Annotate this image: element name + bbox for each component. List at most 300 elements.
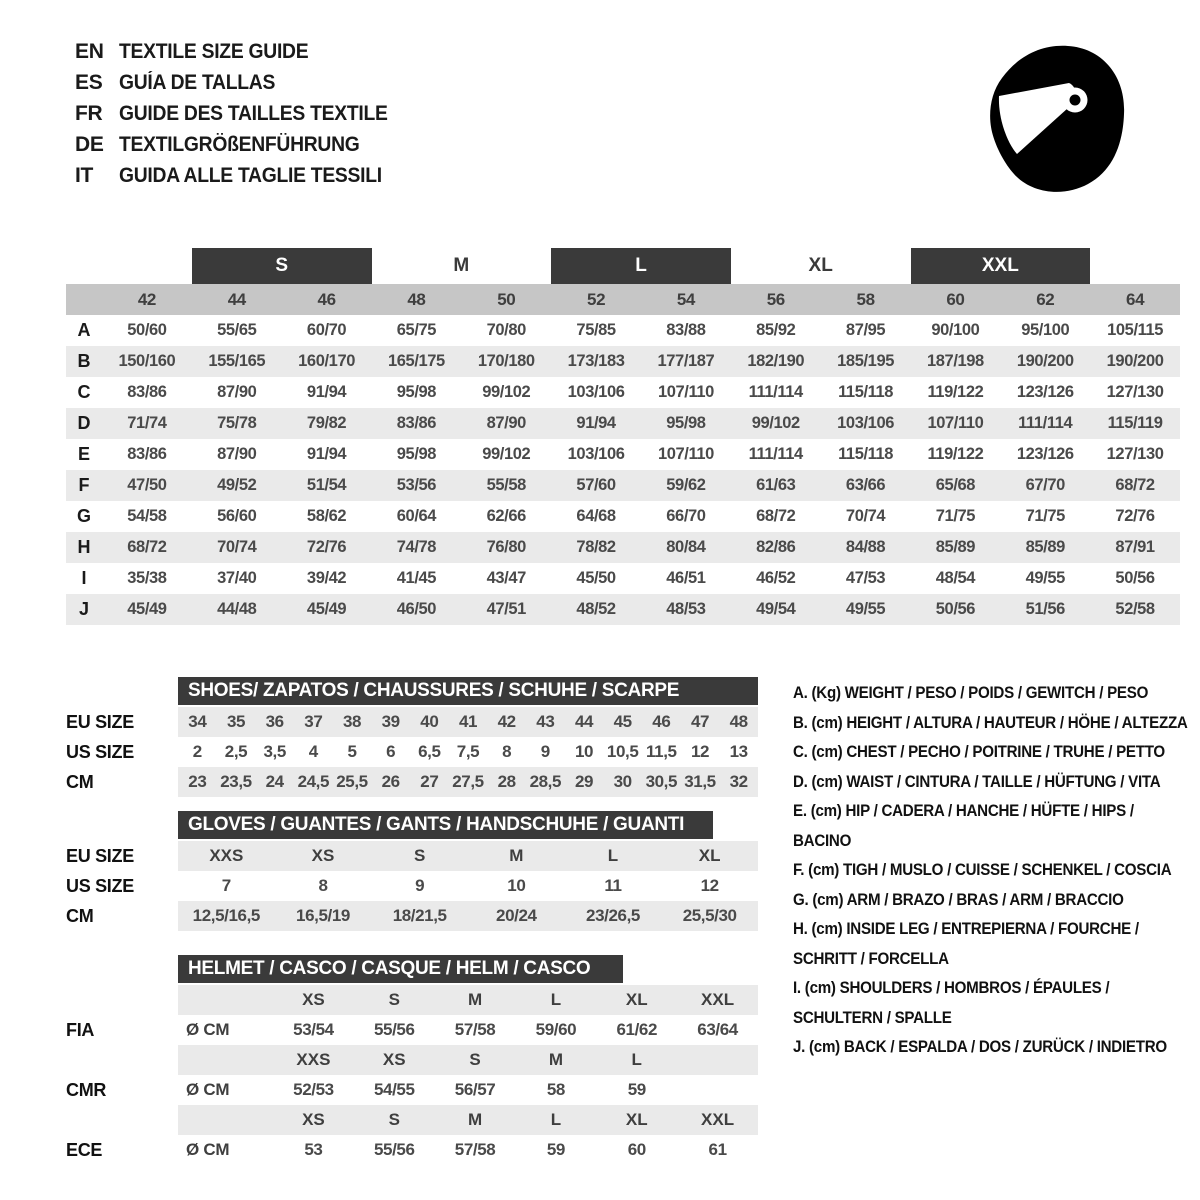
row-key: G [76, 506, 91, 526]
helmet-cmr-values [178, 1075, 758, 1105]
gloves-cm-value: 18/21,5 [392, 906, 447, 925]
shoes-eu-size: 38 [342, 712, 362, 731]
size-cell: 103/106 [567, 445, 625, 463]
size-cell: 61/63 [756, 476, 796, 494]
helmet-cm-value: 59/60 [535, 1020, 577, 1039]
size-cell: 99/102 [751, 414, 800, 432]
size-cell: 155/165 [208, 352, 266, 370]
legend-item: H. (cm) INSIDE LEG / ENTREPIERNA / FOURCHE / SCHRITT / FORCELLA [793, 919, 1139, 968]
size-cell: 65/75 [396, 321, 437, 339]
size-table-row [66, 408, 1180, 439]
size-group-box-s: S [192, 248, 372, 284]
row-key: B [77, 351, 91, 371]
helmet-header-row [66, 953, 758, 985]
helmet-cm-value: 55/56 [373, 1020, 415, 1039]
helmet-cm-value: 53 [304, 1140, 323, 1159]
helmet-ece-values [178, 1135, 758, 1165]
size-cell: 87/90 [217, 445, 257, 463]
shoes-us-values [178, 737, 758, 767]
size-cell: 177/187 [657, 352, 715, 370]
size-cell: 160/170 [298, 352, 355, 370]
language-label: GUIDE DES TAILLES TEXTILE [119, 101, 388, 125]
size-cell: 39/42 [306, 569, 347, 587]
language-code: IT [75, 163, 94, 187]
size-cell: 190/200 [1016, 352, 1074, 370]
helmet-cm-value: 61 [708, 1140, 727, 1159]
size-number: 48 [407, 289, 426, 309]
language-label: GUIDA ALLE TAGLIE TESSILI [119, 163, 382, 187]
language-row [75, 67, 411, 98]
size-cell: 95/100 [1021, 321, 1070, 339]
row-key: H [77, 537, 91, 557]
shoes-eu-size: 47 [690, 712, 710, 731]
textile-size-table [66, 248, 1180, 625]
size-cell: 41/45 [396, 569, 437, 587]
size-cell: 64/68 [576, 507, 616, 525]
shoes-cm-row [66, 767, 758, 797]
gloves-cm-row [66, 901, 758, 931]
row-label: US SIZE [66, 741, 134, 762]
size-cell: 95/98 [396, 383, 437, 401]
helmet-size-label: XS [302, 1110, 325, 1129]
helmet-size-label: S [469, 1050, 481, 1069]
size-cell: 85/92 [756, 321, 796, 339]
size-cell: 55/65 [217, 321, 257, 339]
size-band-row [66, 284, 1180, 315]
helmet-cmr-sizes-row [66, 1045, 758, 1075]
helmet-cmr-sizes [178, 1045, 758, 1075]
shoes-cm-value: 28 [497, 772, 516, 791]
size-cell: 91/94 [576, 414, 616, 432]
helmet-fia-sizes [178, 985, 758, 1015]
size-cell: 95/98 [666, 414, 706, 432]
size-cell: 83/86 [127, 383, 167, 401]
helmet-size-label: XXS [296, 1050, 331, 1069]
diameter-cm-label: Ø CM [186, 1140, 230, 1159]
gloves-eu-size: S [413, 846, 426, 865]
size-cell: 127/130 [1106, 383, 1164, 401]
helmet-size-label: M [467, 990, 483, 1009]
size-table-row [66, 346, 1180, 377]
size-cell: 103/106 [567, 383, 625, 401]
shoes-cm-value: 25,5 [336, 772, 368, 791]
shoes-us-size: 10,5 [606, 742, 639, 761]
gloves-us-size: 11 [604, 876, 622, 895]
size-table-row [66, 377, 1180, 408]
shoes-cm-value: 27,5 [452, 772, 484, 791]
size-cell: 60/64 [396, 507, 437, 525]
size-cell: 72/76 [306, 538, 347, 556]
legend-item: F. (cm) TIGH / MUSLO / CUISSE / SCHENKEL / COSCIA [793, 860, 1172, 879]
row-label: CMR [66, 1079, 107, 1100]
size-number: 54 [676, 289, 695, 309]
row-key: D [77, 413, 91, 433]
shoes-cm-value: 32 [729, 772, 748, 791]
size-group-row [66, 248, 1180, 284]
shoes-us-size: 3,5 [263, 742, 286, 761]
size-cell: 107/110 [927, 414, 984, 432]
size-cell: 51/54 [306, 476, 347, 494]
size-cell: 45/49 [306, 600, 347, 618]
gloves-eu-size: M [509, 846, 524, 865]
gloves-eu-values [178, 841, 758, 871]
label-spacer [66, 1045, 178, 1075]
shoes-eu-size: 42 [497, 712, 516, 731]
size-cell: 115/119 [1107, 414, 1163, 432]
size-number: 50 [497, 289, 516, 309]
legend-item: G. (cm) ARM / BRAZO / BRAS / ARM / BRACCIO [793, 889, 1124, 909]
language-code: ES [75, 70, 103, 94]
size-cell: 85/89 [935, 538, 976, 556]
size-cell: 90/100 [931, 321, 980, 339]
helmet-cm-value: 53/54 [293, 1020, 334, 1039]
helmet-cm-value: 63/64 [697, 1020, 738, 1039]
size-number: 46 [317, 289, 336, 309]
size-cell: 55/58 [486, 476, 526, 494]
shoes-us-size: 6 [386, 742, 396, 761]
shoes-eu-size: 43 [536, 712, 555, 731]
helmet-cm-value: 61/62 [616, 1020, 658, 1039]
helmet-size-label: XS [382, 1050, 406, 1069]
size-cell: 82/86 [756, 538, 796, 556]
helmet-cm-value: 57/58 [454, 1020, 496, 1039]
gloves-eu-size: XL [698, 846, 721, 865]
size-table-row [66, 470, 1180, 501]
shoes-cm-value: 30 [613, 772, 632, 791]
gloves-title-bar: GLOVES / GUANTES / GANTS / HANDSCHUHE / GUANTI [178, 811, 713, 839]
size-cell: 91/94 [306, 383, 347, 401]
legend-item: E. (cm) HIP / CADERA / HANCHE / HÜFTE / HIPS / BACINO [793, 801, 1134, 850]
size-cell: 52/58 [1115, 600, 1155, 618]
row-key: I [81, 568, 87, 588]
gloves-header-row [66, 809, 758, 841]
row-label: EU SIZE [66, 711, 134, 732]
row-key: E [77, 444, 90, 464]
diameter-cm-label: Ø CM [186, 1020, 230, 1039]
size-cell: 95/98 [396, 445, 437, 463]
row-key: A [77, 320, 91, 340]
helmet-size-label: S [388, 990, 400, 1009]
size-cell: 103/106 [837, 414, 894, 432]
size-number: 60 [946, 289, 965, 309]
size-number: 58 [856, 289, 875, 309]
shoes-eu-row [66, 707, 758, 737]
size-cell: 187/198 [926, 352, 984, 370]
row-label: ECE [66, 1139, 103, 1160]
helmet-size-label: L [631, 1050, 642, 1069]
shoes-eu-size: 36 [265, 712, 284, 731]
size-cell: 85/89 [1025, 538, 1065, 556]
helmet-cm-value: 56/57 [454, 1080, 496, 1099]
legend-item: J. (cm) BACK / ESPALDA / DOS / ZURÜCK / INDIETRO [793, 1037, 1167, 1056]
size-cell: 51/56 [1025, 600, 1065, 618]
size-cell: 87/90 [486, 414, 526, 432]
gloves-cm-value: 20/24 [496, 906, 537, 925]
shoes-cm-value: 26 [381, 772, 400, 791]
size-cell: 68/72 [756, 507, 796, 525]
gloves-eu-row [66, 841, 758, 871]
row-label: FIA [66, 1019, 95, 1040]
size-cell: 150/160 [118, 352, 176, 370]
size-cell: 53/56 [396, 476, 437, 494]
shoes-us-size: 7,5 [456, 742, 480, 761]
label-spacer [66, 985, 178, 1015]
helmet-cm-value: 58 [546, 1080, 565, 1099]
shoes-eu-size: 48 [729, 712, 748, 731]
size-cell: 68/72 [127, 538, 167, 556]
size-cell: 50/60 [127, 321, 167, 339]
size-cell: 44/48 [217, 600, 257, 618]
size-table-row [66, 532, 1180, 563]
size-group-box-l: L [551, 248, 731, 284]
helmet-size-label: XS [302, 990, 325, 1009]
size-table-body [66, 315, 1180, 625]
size-cell: 58/62 [306, 507, 347, 525]
helmet-size-label: L [550, 990, 562, 1009]
size-cell: 72/76 [1115, 507, 1155, 525]
size-cell: 49/52 [217, 476, 257, 494]
shoes-eu-size: 34 [188, 712, 207, 731]
size-cell: 50/56 [935, 600, 976, 618]
size-number: 64 [1126, 289, 1145, 309]
gloves-us-size: 10 [507, 876, 526, 895]
size-cell: 49/54 [756, 600, 796, 618]
size-cell: 111/114 [748, 383, 803, 401]
size-table-row [66, 439, 1180, 470]
gloves-us-size: 7 [221, 876, 231, 895]
size-number: 62 [1036, 289, 1055, 309]
shoes-eu-size: 37 [304, 712, 323, 731]
size-cell: 35/38 [127, 569, 167, 587]
size-cell: 68/72 [1115, 476, 1155, 494]
size-cell: 60/70 [306, 321, 347, 339]
size-cell: 91/94 [306, 445, 347, 463]
helmet-ece-sizes-row [66, 1105, 758, 1135]
size-cell: 107/110 [657, 445, 714, 463]
size-cell: 46/51 [666, 569, 706, 587]
gloves-us-values [178, 871, 758, 901]
helmet-icon [972, 38, 1142, 208]
size-cell: 83/88 [666, 321, 706, 339]
size-cell: 115/118 [838, 445, 894, 463]
size-group-label-m: M [453, 255, 470, 276]
size-cell: 50/56 [1115, 569, 1155, 587]
size-cell: 67/70 [1025, 476, 1065, 494]
lower-tables [66, 675, 758, 1165]
size-cell: 119/122 [927, 383, 984, 401]
size-cell: 59/62 [666, 476, 706, 494]
size-cell: 79/82 [306, 414, 347, 432]
shoes-us-size: 13 [729, 742, 748, 761]
shoes-cm-value: 24,5 [297, 772, 330, 791]
size-cell: 76/80 [486, 538, 526, 556]
shoes-header-row [66, 675, 758, 707]
language-title-list [75, 36, 411, 191]
size-cell: 75/85 [576, 321, 616, 339]
size-number: 56 [766, 289, 785, 309]
language-label: GUÍA DE TALLAS [119, 70, 276, 94]
size-cell: 173/183 [567, 352, 625, 370]
gloves-us-size: 12 [700, 876, 719, 895]
language-label: TEXTILGRÖßENFÜHRUNG [119, 132, 360, 156]
size-cell: 84/88 [845, 538, 886, 556]
size-cell: 99/102 [482, 383, 531, 401]
size-cell: 37/40 [217, 569, 257, 587]
language-row [75, 98, 411, 129]
helmet-title-bar: HELMET / CASCO / CASQUE / HELM / CASCO [178, 955, 623, 983]
legend-item: A. (Kg) WEIGHT / PESO / POIDS / GEWITCH / PESO [793, 683, 1149, 702]
shoes-eu-values [178, 707, 758, 737]
size-cell: 182/190 [747, 352, 805, 370]
helmet-size-label: XXL [701, 1110, 735, 1129]
shoes-us-row [66, 737, 758, 767]
size-cell: 48/54 [935, 569, 976, 587]
helmet-size-label: XL [625, 1110, 648, 1129]
helmet-size-label: M [548, 1050, 563, 1069]
shoes-us-size: 6,5 [418, 742, 441, 761]
size-cell: 115/118 [838, 383, 894, 401]
size-cell: 48/52 [576, 600, 616, 618]
gloves-us-size: 8 [318, 876, 328, 895]
size-cell: 47/50 [127, 476, 167, 494]
size-table-row [66, 315, 1180, 346]
size-table-row [66, 563, 1180, 594]
size-cell: 49/55 [1025, 569, 1065, 587]
size-cell: 46/52 [756, 569, 796, 587]
legend-item: D. (cm) WAIST / CINTURA / TAILLE / HÜFTUNG / VITA [793, 771, 1161, 791]
shoes-cm-value: 24 [265, 772, 284, 791]
gloves-cm-value: 16,5/19 [296, 906, 350, 925]
helmet-cm-value: 52/53 [293, 1080, 334, 1099]
diameter-cm-label: Ø CM [186, 1080, 230, 1099]
shoes-cm-values [178, 767, 758, 797]
helmet-fia-values [178, 1015, 758, 1045]
size-cell: 43/47 [486, 569, 526, 587]
size-cell: 190/200 [1106, 352, 1164, 370]
row-label: US SIZE [66, 875, 134, 896]
shoes-us-size: 2,5 [224, 742, 248, 761]
shoes-us-size: 12 [690, 742, 710, 761]
helmet-size-label: M [467, 1110, 483, 1129]
shoes-eu-size: 41 [458, 712, 478, 731]
size-cell: 99/102 [482, 445, 531, 463]
label-spacer [66, 1105, 178, 1135]
helmet-size-label: XL [625, 990, 648, 1009]
helmet-cm-value: 57/58 [454, 1140, 496, 1159]
size-cell: 56/60 [217, 507, 257, 525]
helmet-ece-values-row [66, 1135, 758, 1165]
size-cell: 111/114 [748, 445, 803, 463]
size-number: 52 [587, 289, 606, 309]
legend-item: B. (cm) HEIGHT / ALTURA / HAUTEUR / HÖHE / ALTEZZA [793, 712, 1188, 732]
shoes-us-size: 9 [540, 742, 550, 761]
shoes-eu-size: 46 [652, 712, 671, 731]
gloves-cm-values [178, 901, 758, 931]
size-number: 42 [137, 289, 156, 309]
helmet-ece-sizes [178, 1105, 758, 1135]
helmet-fia-sizes-row [66, 985, 758, 1015]
size-cell: 87/91 [1115, 538, 1155, 556]
gloves-cm-value: 25,5/30 [682, 906, 737, 925]
gloves-us-row [66, 871, 758, 901]
helmet-size-label: L [550, 1110, 562, 1129]
size-cell: 70/74 [217, 538, 257, 556]
size-cell: 71/74 [127, 414, 167, 432]
helmet-fia-values-row [66, 1015, 758, 1045]
shoes-cm-value: 27 [420, 772, 439, 791]
size-cell: 70/74 [845, 507, 886, 525]
row-key: F [78, 475, 90, 495]
language-row [75, 36, 411, 67]
size-cell: 123/126 [1016, 445, 1074, 463]
shoes-us-size: 10 [574, 742, 594, 761]
size-table-row [66, 594, 1180, 625]
shoes-eu-size: 44 [574, 712, 594, 731]
row-label: CM [66, 905, 94, 926]
size-cell: 49/55 [845, 600, 886, 618]
size-table-row [66, 501, 1180, 532]
shoes-us-size: 4 [308, 742, 318, 761]
language-code: DE [75, 132, 104, 156]
size-cell: 66/70 [666, 507, 706, 525]
size-cell: 105/115 [1107, 321, 1164, 339]
size-group-label-xl: XL [808, 255, 833, 276]
language-row [75, 129, 411, 160]
size-cell: 45/50 [576, 569, 616, 587]
size-cell: 47/53 [845, 569, 886, 587]
gloves-eu-size: XXS [209, 846, 244, 865]
row-key: C [77, 382, 91, 402]
legend-item: I. (cm) SHOULDERS / HOMBROS / ÉPAULES / SCHULTERN / SPALLE [793, 978, 1110, 1027]
size-cell: 87/90 [217, 383, 257, 401]
helmet-cm-value: 60 [627, 1140, 646, 1159]
size-cell: 45/49 [127, 600, 167, 618]
language-code: EN [75, 39, 104, 63]
shoes-eu-size: 39 [381, 712, 400, 731]
gloves-eu-size: XS [311, 846, 335, 865]
size-cell: 47/51 [486, 600, 526, 618]
shoes-us-size: 11,5 [646, 742, 677, 761]
legend-item: C. (cm) CHEST / PECHO / POITRINE / TRUHE / PETTO [793, 742, 1165, 761]
size-cell: 83/86 [127, 445, 167, 463]
shoes-cm-value: 23,5 [220, 772, 252, 791]
size-cell: 111/114 [1018, 414, 1073, 432]
row-key: J [78, 599, 89, 619]
row-label: EU SIZE [66, 845, 134, 866]
gloves-cm-value: 12,5/16,5 [192, 906, 260, 925]
size-cell: 165/175 [387, 352, 445, 370]
size-cell: 78/82 [576, 538, 616, 556]
size-cell: 87/95 [845, 321, 886, 339]
size-cell: 57/60 [576, 476, 616, 494]
shoes-us-size: 5 [347, 742, 357, 761]
helmet-size-label: S [388, 1110, 400, 1129]
size-cell: 71/75 [1025, 507, 1065, 525]
size-cell: 74/78 [396, 538, 437, 556]
shoes-eu-size: 45 [613, 712, 632, 731]
shoes-cm-value: 31,5 [684, 772, 716, 791]
shoes-cm-value: 30,5 [645, 772, 678, 791]
size-cell: 185/195 [837, 352, 894, 370]
helmet-cm-value: 55/56 [373, 1140, 415, 1159]
gloves-eu-size: L [607, 846, 619, 865]
size-cell: 107/110 [657, 383, 714, 401]
size-group-box-xxl: XXL [911, 248, 1091, 284]
measurement-legend [793, 678, 1200, 1062]
size-cell: 83/86 [396, 414, 437, 432]
size-cell: 63/66 [845, 476, 886, 494]
size-cell: 70/80 [486, 321, 526, 339]
